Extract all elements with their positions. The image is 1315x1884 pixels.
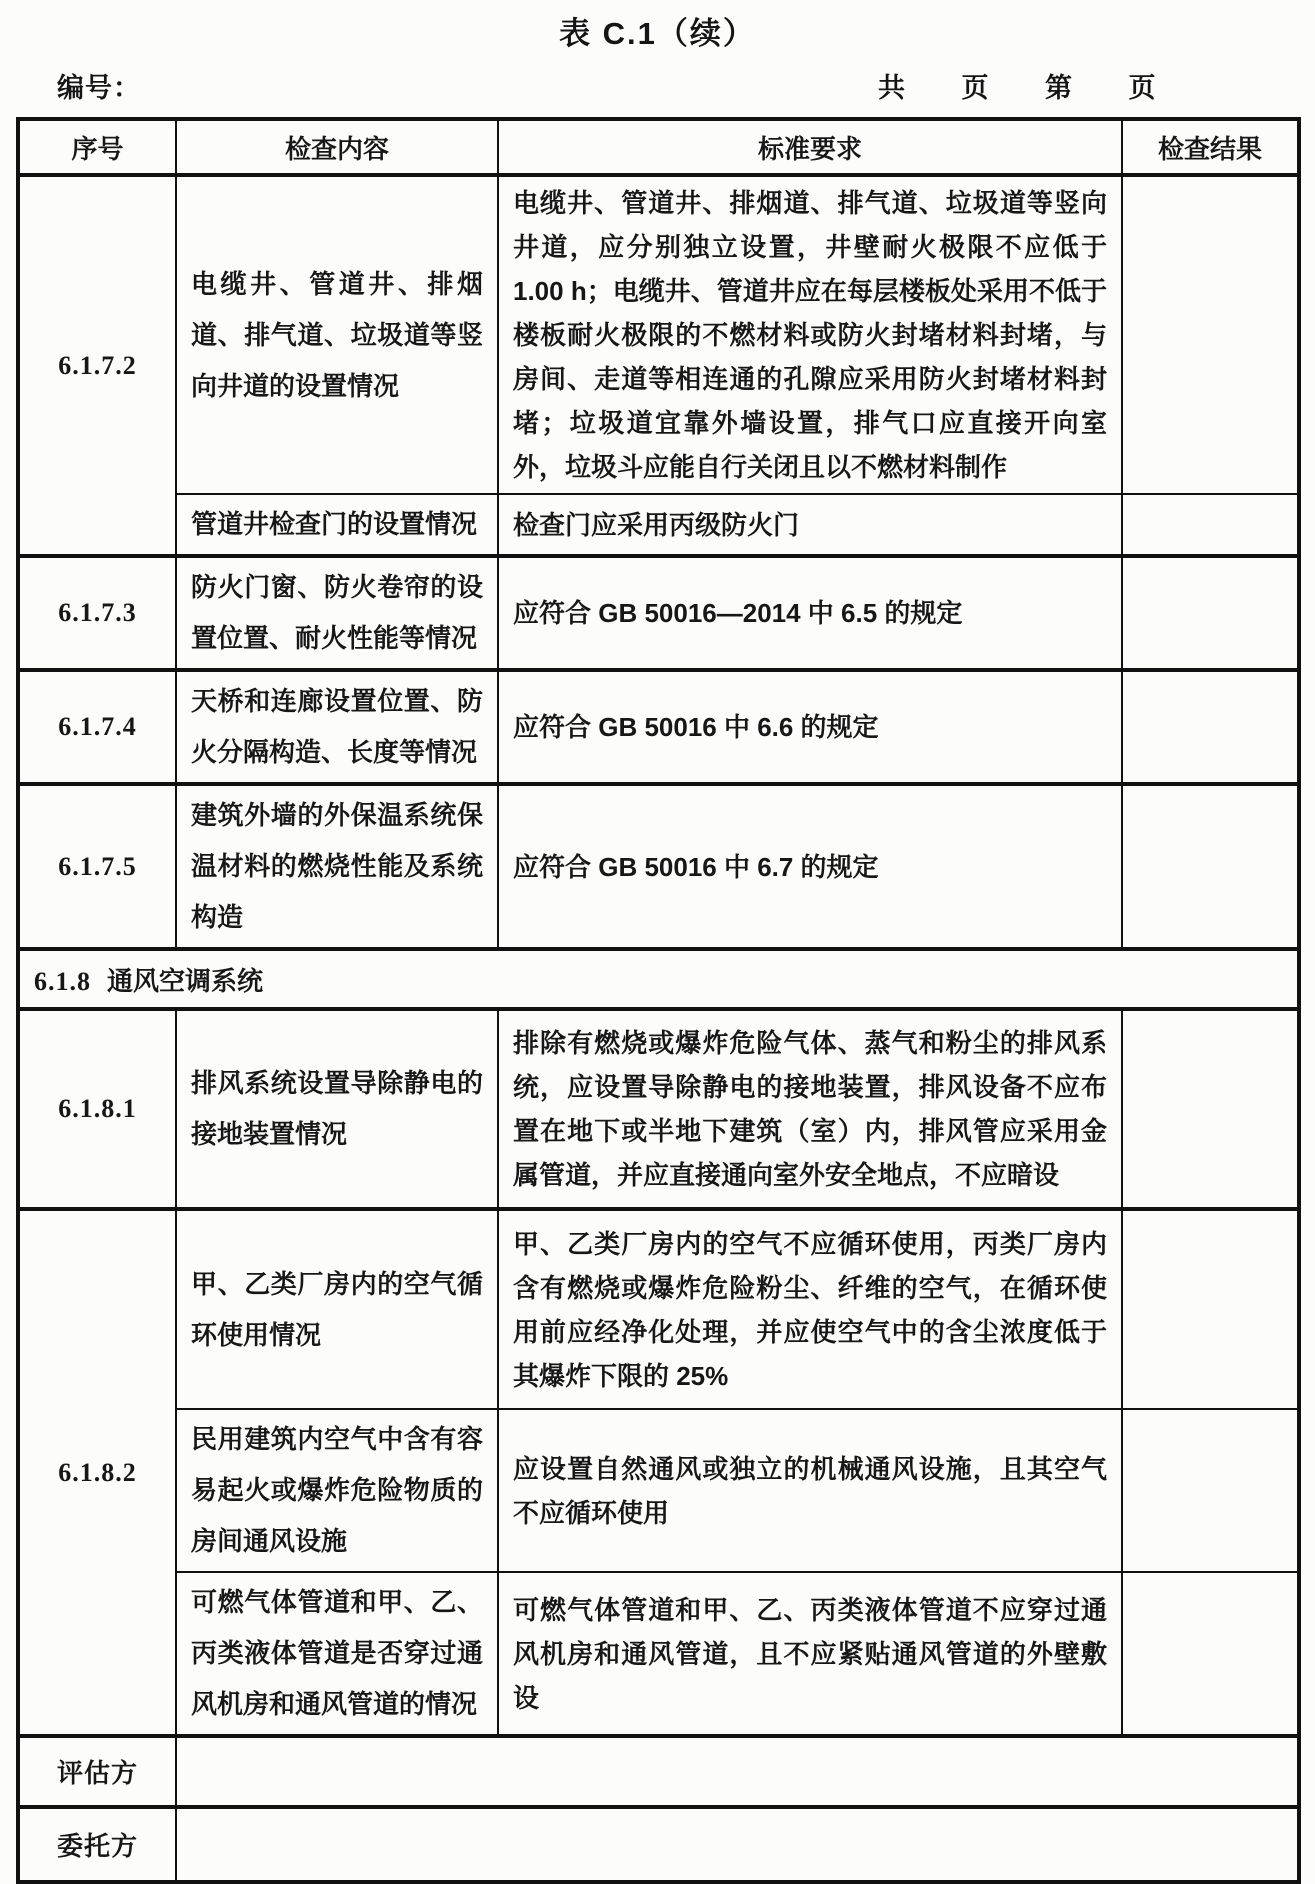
table-row <box>18 1209 1299 1409</box>
standard-requirement-cell: 甲、乙类厂房内的空气不应循环使用，丙类厂房内含有燃烧或爆炸危险粉尘、纤维的空气，在循环使用前应经净化处理，并应使空气中的含尘浓度低于其爆炸下限的 25% <box>498 1209 1122 1409</box>
check-result-cell <box>1122 1572 1299 1736</box>
table-row <box>18 494 1299 556</box>
check-content-cell: 管道井检查门的设置情况 <box>176 494 498 556</box>
row-number-cell: 6.1.7.3 <box>18 556 176 670</box>
standard-requirement-cell: 检查门应采用丙级防火门 <box>498 494 1122 556</box>
check-content-cell: 建筑外墙的外保温系统保温材料的燃烧性能及系统构造 <box>176 784 498 949</box>
check-content-cell: 电缆井、管道井、排烟道、排气道、垃圾道等竖向井道的设置情况 <box>176 175 498 494</box>
client-row <box>18 1807 1299 1882</box>
row-number-cell: 6.1.8.1 <box>18 1009 176 1209</box>
page-count-fields <box>878 66 1156 105</box>
page-title: 表 C.1（续） <box>559 16 756 51</box>
standard-requirement-cell: 应设置自然通风或独立的机械通风设施，且其空气不应循环使用 <box>498 1409 1122 1572</box>
table-row <box>18 1409 1299 1572</box>
section-number: 6.1.8 <box>34 966 91 996</box>
column-header-no: 序号 <box>18 119 176 175</box>
column-header-content: 检查内容 <box>176 119 498 175</box>
section-row <box>18 949 1299 1009</box>
check-result-cell <box>1122 1209 1299 1409</box>
standard-requirement-cell: 应符合 GB 50016 中 6.7 的规定 <box>498 784 1122 949</box>
check-result-cell <box>1122 494 1299 556</box>
check-content-cell: 排风系统设置导除静电的接地装置情况 <box>176 1009 498 1209</box>
check-result-cell <box>1122 1409 1299 1572</box>
check-result-cell <box>1122 670 1299 784</box>
row-number-cell: 6.1.7.5 <box>18 784 176 949</box>
table-row <box>18 1009 1299 1209</box>
check-content-cell: 甲、乙类厂房内的空气循环使用情况 <box>176 1209 498 1409</box>
check-content-cell: 防火门窗、防火卷帘的设置位置、耐火性能等情况 <box>176 556 498 670</box>
standard-requirement-cell: 排除有燃烧或爆炸危险气体、蒸气和粉尘的排风系统，应设置导除静电的接地装置，排风设备不应布置在地下或半地下建筑（室）内，排风管应采用金属管道，并应直接通向室外安全地点，不应暗设 <box>498 1009 1122 1209</box>
column-header-result: 检查结果 <box>1122 119 1299 175</box>
standard-requirement-cell: 可燃气体管道和甲、乙、丙类液体管道不应穿过通风机房和通风管道，且不应紧贴通风管道的外壁敷设 <box>498 1572 1122 1736</box>
header-row <box>18 119 1299 175</box>
assessor-row-label: 评估方 <box>18 1736 176 1807</box>
standard-requirement-cell: 应符合 GB 50016 中 6.6 的规定 <box>498 670 1122 784</box>
check-content-cell: 天桥和连廊设置位置、防火分隔构造、长度等情况 <box>176 670 498 784</box>
row-number-cell: 6.1.8.2 <box>18 1209 176 1736</box>
section-label: 通风空调系统 <box>107 965 264 996</box>
check-content-cell: 民用建筑内空气中含有容易起火或爆炸危险物质的房间通风设施 <box>176 1409 498 1572</box>
row-number-cell: 6.1.7.2 <box>18 175 176 556</box>
meta-row <box>0 66 1315 103</box>
assessor-row-value <box>176 1736 1299 1807</box>
standard-requirement-cell: 电缆井、管道井、排烟道、排气道、垃圾道等竖向井道，应分别独立设置，井壁耐火极限不应低于 1.00 h；电缆井、管道井应在每层楼板处采用不低于楼板耐火极限的不燃材料或防火封堵材料封堵，与房间、走道等相连通的孔隙应采用防火封堵材料封堵；垃圾道宜靠外墙设置，排气口应直接开向室外，垃圾斗应能自行关闭且以不燃材料制作 <box>498 175 1122 494</box>
table-row <box>18 175 1299 494</box>
table-row <box>18 1572 1299 1736</box>
table-row <box>18 670 1299 784</box>
section-header-cell <box>18 949 1299 1009</box>
serial-label: 编号： <box>57 73 141 103</box>
check-result-cell <box>1122 556 1299 670</box>
pages-unit-label: 页 <box>961 73 989 103</box>
table-row <box>18 784 1299 949</box>
check-result-cell <box>1122 175 1299 494</box>
check-result-cell <box>1122 784 1299 949</box>
inspection-table <box>16 117 1301 1884</box>
page-ordinal-label: 第 <box>1045 73 1073 103</box>
pages-total-label: 共 <box>878 73 905 103</box>
table-row <box>18 556 1299 670</box>
client-row-value <box>176 1807 1299 1882</box>
check-content-cell: 可燃气体管道和甲、乙、丙类液体管道是否穿过通风机房和通风管道的情况 <box>176 1572 498 1736</box>
client-row-label: 委托方 <box>18 1807 176 1882</box>
standard-requirement-cell: 应符合 GB 50016—2014 中 6.5 的规定 <box>498 556 1122 670</box>
page-unit-label: 页 <box>1128 73 1156 103</box>
row-number-cell: 6.1.7.4 <box>18 670 176 784</box>
check-result-cell <box>1122 1009 1299 1209</box>
column-header-requirement: 标准要求 <box>498 119 1122 175</box>
assessor-row <box>18 1736 1299 1807</box>
